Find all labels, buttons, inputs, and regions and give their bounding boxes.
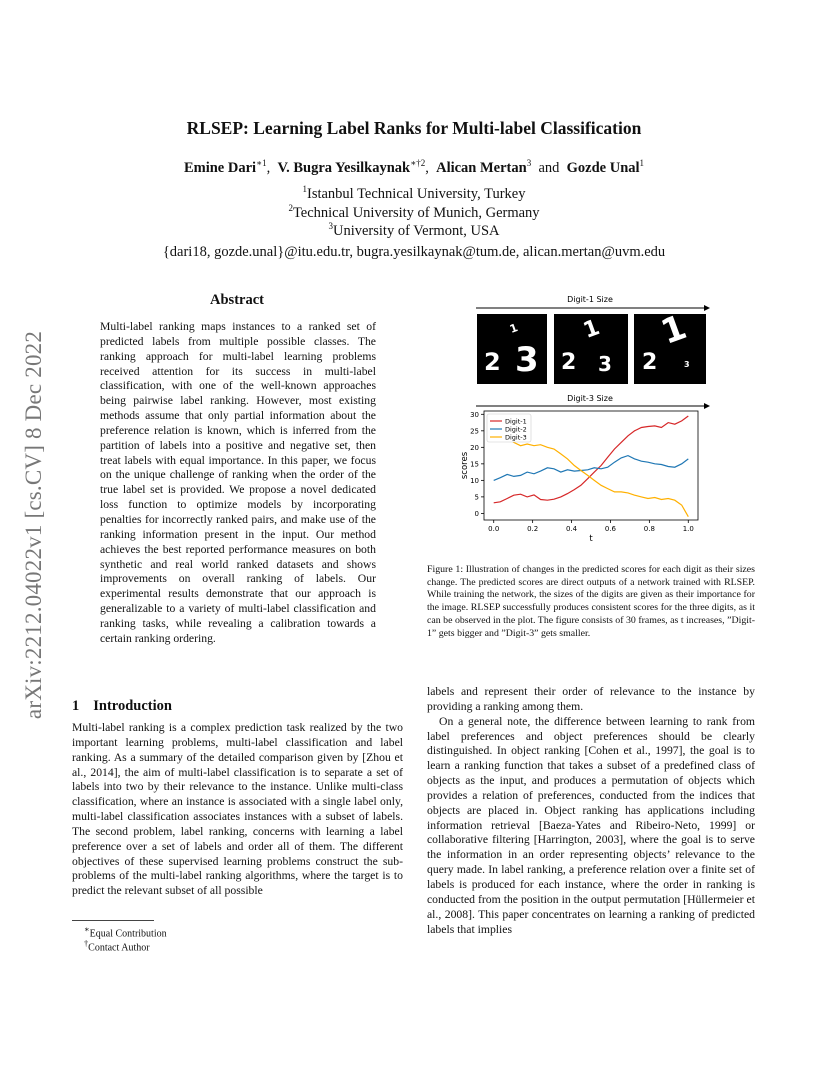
- author-name: V. Bugra Yesilkaynak: [277, 159, 411, 176]
- digit-glyph: 2: [642, 350, 658, 375]
- legend-label: Digit-2: [505, 425, 527, 434]
- x-tick-label: 0.4: [565, 525, 578, 533]
- affiliation-sup: 2: [288, 203, 293, 213]
- section-heading: [72, 698, 172, 715]
- x-tick-label: 0.2: [527, 525, 539, 533]
- y-tick-label: 5: [474, 493, 479, 502]
- paper-title: RLSEP: Learning Label Ranks for Multi-label Classification: [186, 118, 642, 138]
- paragraph: labels and represent their order of relevance to the instance by providing a ranking among them.: [427, 685, 755, 713]
- digit-glyph: 1: [580, 315, 604, 344]
- digit-glyph: 1: [508, 321, 520, 336]
- abstract-heading: Abstract: [210, 292, 264, 308]
- author-name: Gozde Unal: [566, 159, 640, 176]
- arxiv-sidebar: [14, 290, 54, 760]
- digit-glyph: 2: [484, 348, 501, 376]
- affiliation-line: [0, 221, 828, 240]
- mnist-frame: [634, 307, 706, 384]
- mnist-frame: [477, 314, 547, 384]
- x-tick-label: 0.8: [643, 525, 655, 533]
- figure-1: [460, 288, 728, 550]
- x-tick-label: 0.6: [604, 525, 617, 533]
- y-tick-label: 15: [470, 460, 479, 469]
- series-line-digit-3: [494, 437, 689, 516]
- y-tick-label: 10: [470, 476, 479, 485]
- series-line-digit-2: [494, 456, 689, 481]
- digit3-size-label: Digit-3 Size: [567, 394, 613, 403]
- author-sup: 3: [526, 158, 532, 168]
- paragraph: On a general note, the difference between learning to rank from label preferences and object preferences should be clearly distinguished. In object ranking [Cohen et al., 1997], the goal is to learn a ranking function that takes a subset of a predefined class of objects as the input, and produces a permutation of objects which provides a relation of preferences, conducted from the indices that objects are placed in. Object ranking has applications including information retrieval [Baeza-Yates and Ribeiro-Neto, 1999] or collaborative filtering [Harrington, 2003], where the goal is to serve the information in an order representing objects’ relevance to the query made. In label ranking, a preference relation over a finite set of labels is produced for each instance, where the order in ranking is conducted from the position in the output permutation [Hüllermeier et al., 2008]. This paper concentrates on learning a ranking of predicted labels that implies: [427, 714, 755, 936]
- affiliation-sup: 1: [302, 184, 307, 194]
- footnote-mark: †: [84, 939, 89, 948]
- affiliation-text: Istanbul Technical University, Turkey: [307, 185, 526, 202]
- digit-glyph: 3: [684, 360, 690, 369]
- y-tick-label: 25: [470, 427, 479, 436]
- footnote-text: Equal Contribution: [89, 928, 167, 940]
- affiliation-text: Technical University of Munich, Germany: [292, 204, 540, 221]
- x-axis-label: t: [589, 534, 593, 544]
- footnote: [84, 939, 150, 953]
- affiliation-line: [0, 184, 828, 203]
- y-axis-label: scores: [460, 451, 470, 480]
- affiliation-line: [0, 203, 828, 222]
- right-column-body: [427, 685, 755, 937]
- digit1-size-label: Digit-1 Size: [567, 295, 613, 304]
- arxiv-id: arXiv:2212.04022v1 [cs.CV] 8 Dec 2022: [21, 330, 46, 720]
- author-emails: {dari18, gozde.unal}@itu.edu.tr, bugra.yesilkaynak@tum.de, alican.mertan@uvm.edu: [162, 244, 666, 260]
- affiliation-sup: 3: [328, 221, 333, 231]
- affiliation-text: University of Vermont, USA: [333, 222, 500, 239]
- abstract-body: Multi-label ranking maps instances to a ranked set of predicted labels from multiple possible classes. The ranking approach for multi-label learning problems received attention for its success in multi-label classification, with one of the well-known approaches being pairwise label ranking. However, most existing methods assume that only partial information about the preference relation is known, which is inferred from the partition of labels into a positive and negative set, then treat labels with equal importance. In this paper, we focus on the unique challenge of ranking when the order of the true label set is provided. We propose a novel dedicated loss function to optimize models by incorporating penalties for incorrectly ranked pairs, and make use of the ranking information present in the input. Our method achieves the best reported performance measures on both synthetic and real world ranked datasets and shows improvements on overall ranking of labels. Our experimental results demonstrate that our approach is generalizable to a variety of multi-label classification and ranking tasks, while revealing a calibration towards a certain ranking ordering.: [100, 320, 376, 645]
- intro-body: Multi-label ranking is a complex prediction task realized by the two important learning problems, multi-label classification and label ranking. As a summary of the detailed comparison given by [Zhou et al., 2014], the aim of multi-label classification is to separate a set of labels into two by their relevance to the instance. Unlike multi-class classification, where an instance is associated with a single label only, multi-label classification associates instances with a subset of labels. The second problem, label ranking, concerns with learning a label preference over a set of labels and order all of them. The different objectives of these supervised learning problems construct the sub-problems of the multi-label ranking algorithms, where the target is to predict the relevant subset of all possible: [72, 721, 403, 898]
- y-tick-label: 20: [470, 443, 479, 452]
- author-line: Emine Dari$^{∗1}$, V. Bugra Yesilkaynak$^{∗\dagger 2}$, Alican Mertan$^3$ and Gozde Unal$^1$: [183, 158, 645, 176]
- figure-caption: Figure 1: Illustration of changes in the predicted scores for each digit as their sizes change. The predicted scores are direct outputs of a network trained with RLSEP. While training the network, the sizes of the digits are given as their importance for the image. RLSEP successfully produces consistent scores for the three digits, as it can be observed in the plot. The figure consists of 30 frames, as t increases, ”Digit-1” gets bigger and ”Digit-3” gets smaller.: [427, 564, 755, 639]
- author-sup: 1: [639, 158, 645, 168]
- x-tick-label: 0.0: [488, 525, 500, 533]
- digit3-size-arrow: [476, 403, 710, 409]
- author-and: and: [538, 159, 560, 176]
- x-tick-label: 1.0: [682, 525, 694, 533]
- author-sup: ∗1: [256, 158, 267, 168]
- legend-label: Digit-3: [505, 433, 527, 442]
- author-sup: ∗†2: [410, 158, 426, 168]
- digit-glyph: 3: [515, 340, 539, 380]
- mnist-frame: [554, 314, 628, 384]
- section-title: Introduction: [93, 698, 172, 714]
- footnote-rule: [72, 920, 154, 921]
- digit-glyph: 3: [598, 352, 612, 376]
- scores-plot: [460, 411, 698, 544]
- footnote-text: Contact Author: [88, 942, 150, 954]
- legend-label: Digit-1: [505, 417, 527, 426]
- author-name: Emine Dari: [183, 159, 257, 176]
- footnote-mark: ∗: [84, 925, 90, 934]
- y-tick-label: 0: [474, 509, 479, 518]
- author-name: Alican Mertan: [436, 159, 527, 176]
- digit-glyph: 1: [655, 307, 692, 353]
- footnote: [84, 924, 167, 939]
- section-number: 1: [72, 698, 80, 714]
- y-tick-label: 30: [470, 410, 479, 419]
- digit-glyph: 2: [561, 350, 577, 375]
